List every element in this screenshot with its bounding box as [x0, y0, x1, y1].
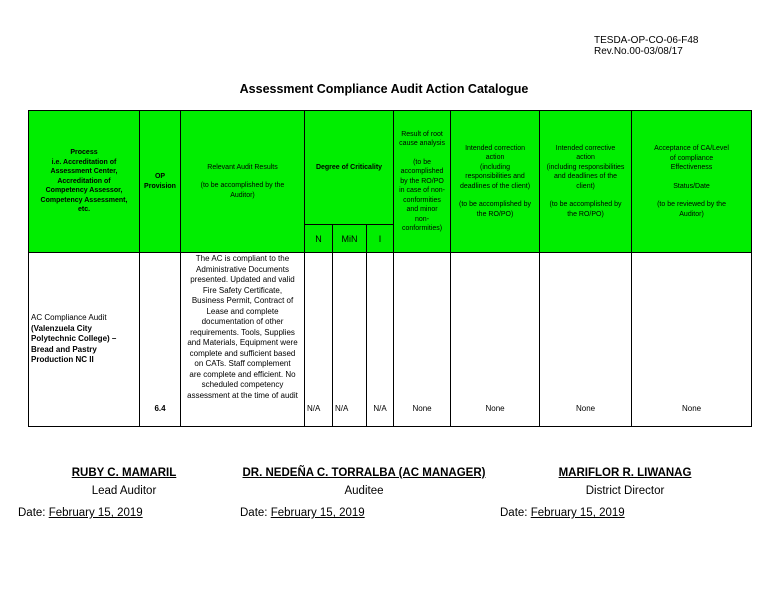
header-degree-of-criticality: Degree of Criticality: [305, 111, 394, 225]
cell-acceptance: None: [632, 253, 752, 427]
header-acceptance: Acceptance of CA/Level of compliance Effectiveness Status/Date (to be reviewed by the Auditor): [632, 111, 752, 253]
header-process: Process i.e. Accreditation of Assessment Center, Accreditation of Competency Assessor, Competency Assessment, etc.: [29, 111, 140, 253]
document-code: TESDA-OP-CO-06-F48: [594, 35, 699, 46]
signatory-role: Auditee: [344, 485, 384, 497]
date-lead-auditor: Date: February 15, 2019: [18, 507, 143, 519]
page-title: Assessment Compliance Audit Action Catalogue: [239, 82, 529, 96]
date-district-director: Date: February 15, 2019: [500, 507, 625, 519]
cell-op-provision: 6.4: [140, 253, 181, 427]
header-audit-results: Relevant Audit Results (to be accomplished by the Auditor): [181, 111, 305, 253]
signatory-lead-auditor: [54, 467, 194, 497]
cell-degree-n: N/A: [305, 253, 333, 427]
date-auditee: Date: February 15, 2019: [240, 507, 365, 519]
header-degree-min: MiN: [333, 225, 367, 253]
revision-number: Rev.No.00-03/08/17: [594, 46, 683, 57]
cell-root-cause: None: [394, 253, 451, 427]
document-reference: [594, 35, 698, 57]
audit-action-table: [28, 110, 752, 427]
cell-degree-min: N/A: [333, 253, 367, 427]
signatory-role: District Director: [585, 485, 665, 497]
cell-audit-results: The AC is compliant to the Administrative Documents presented. Updated and valid Fire Safety Certificate, Business Permit, Contract of Lease and complete documentation of other requirements. Tools, Supplies and Materials, Equipment were complete and sufficient based on CATs. Staff complement are complete and efficient. No scheduled competency assessment at the time of audit: [181, 253, 305, 427]
header-op-provision: OP Provision: [140, 111, 181, 253]
signatory-auditee: [228, 467, 500, 497]
signatory-district-director: [540, 467, 710, 497]
cell-degree-i: N/A: [367, 253, 394, 427]
header-corrective-action: Intended corrective action (including responsibilities and deadlines of the client) (to be accomplished by the RO/PO): [540, 111, 632, 253]
header-degree-n: N: [305, 225, 333, 253]
table-row: [29, 253, 752, 427]
signatory-role: Lead Auditor: [91, 485, 157, 497]
signatory-name: RUBY C. MAMARIL: [71, 467, 177, 479]
header-correction-action: Intended correction action (including responsibilities and deadlines of the client) (to be accomplished by the RO/PO): [451, 111, 540, 253]
cell-process: AC Compliance Audit (Valenzuela City Polytechnic College) – Bread and Pastry Production NC II: [29, 253, 140, 427]
signatory-name: DR. NEDEÑA C. TORRALBA (AC MANAGER): [242, 467, 486, 479]
cell-corrective-action: None: [540, 253, 632, 427]
cell-correction-action: None: [451, 253, 540, 427]
header-degree-i: I: [367, 225, 394, 253]
signatory-name: MARIFLOR R. LIWANAG: [558, 467, 692, 479]
header-root-cause: Result of root cause analysis (to be accomplished by the RO/PO in case of non- conformities and minor non- conformities): [394, 111, 451, 253]
